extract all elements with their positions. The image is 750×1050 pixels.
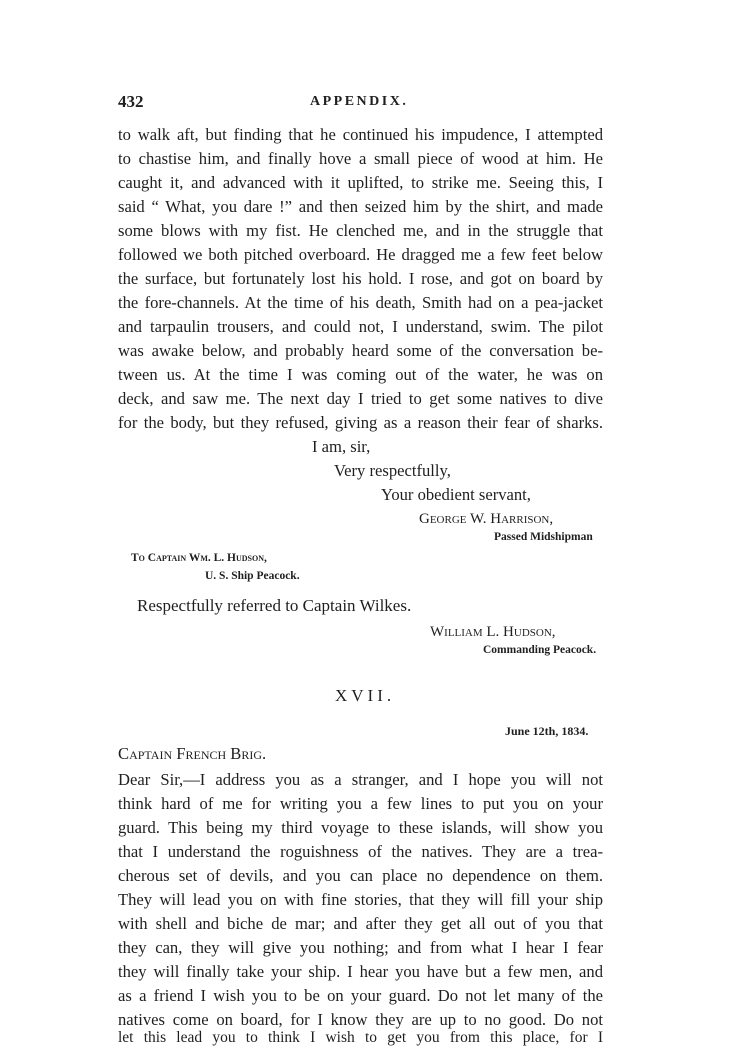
body-line: cherous set of devils, and you can place no dependence on them. <box>118 866 603 885</box>
body-line: they will finally take your ship. I hear you have but a few men, and <box>118 962 603 981</box>
body-line: and tarpaulin trousers, and could not, I understand, swim. The pilot <box>118 317 603 336</box>
closing-line: I am, sir, <box>312 437 371 456</box>
recipient-line: U. S. Ship Peacock. <box>205 570 300 582</box>
body-line: They will lead you on with fine stories, that they will fill your ship <box>118 890 603 909</box>
body-line: natives come on board, for I know they are up to no good. Do not <box>118 1010 603 1029</box>
body-line: guard. This being my third voyage to these islands, will show you <box>118 818 603 837</box>
body-line: said “ What, you dare !” and then seized him by the shirt, and made <box>118 197 603 216</box>
body-line: for the body, but they refused, giving as a reason their fear of sharks. <box>118 413 603 432</box>
body-line: think hard of me for writing you a few lines to put you on your <box>118 794 603 813</box>
section-heading: XVII. <box>335 686 396 705</box>
referral-signature-name: William L. Hudson, <box>430 624 556 640</box>
body-line: to walk aft, but finding that he continued his impudence, I attempted <box>118 125 603 144</box>
body-line: to chastise him, and finally hove a small piece of wood at him. He <box>118 149 603 168</box>
body-line: the fore-channels. At the time of his death, Smith had on a pea-jacket <box>118 293 603 312</box>
body-line: tween us. At the time I was coming out of the water, he was on <box>118 365 603 384</box>
recipient-line: To Captain Wm. L. Hudson, <box>131 552 267 564</box>
body-line: deck, and saw me. The next day I tried to get some natives to dive <box>118 389 603 408</box>
body-line: with shell and biche de mar; and after they get all out of you that <box>118 914 603 933</box>
signature-title: Passed Midshipman <box>494 531 593 543</box>
body-line: the surface, but fortunately lost his hold. I rose, and got on board by <box>118 269 603 288</box>
body-line: some blows with my fist. He clenched me, and in the struggle that <box>118 221 603 240</box>
body-line: Dear Sir,—I address you as a stranger, and I hope you will not <box>118 770 603 789</box>
body-line: as a friend I wish you to be on your guard. Do not let many of the <box>118 986 603 1005</box>
body-line: they can, they will give you nothing; and from what I hear I fear <box>118 938 603 957</box>
body-line: caught it, and advanced with it uplifted, to strike me. Seeing this, I <box>118 173 603 192</box>
closing-line: Very respectfully, <box>334 461 451 480</box>
signature-name: George W. Harrison, <box>419 511 554 527</box>
closing-line: Your obedient servant, <box>381 485 531 504</box>
letter-date: June 12th, 1834. <box>505 724 589 738</box>
body-line: let this lead you to think I wish to get you from this place, for I <box>118 1029 603 1046</box>
body-line: that I understand the roguishness of the natives. They are a trea- <box>118 842 603 861</box>
referral-signature-title: Commanding Peacock. <box>483 644 597 656</box>
page-number: 432 <box>118 92 144 111</box>
body-line: was awake below, and probably heard some of the conversation be- <box>118 341 603 360</box>
running-head: APPENDIX. <box>310 94 409 109</box>
body-line: followed we both pitched overboard. He dragged me a few feet below <box>118 245 603 264</box>
letter-address: Captain French Brig. <box>118 744 267 763</box>
referral-text: Respectfully referred to Captain Wilkes. <box>137 596 412 615</box>
